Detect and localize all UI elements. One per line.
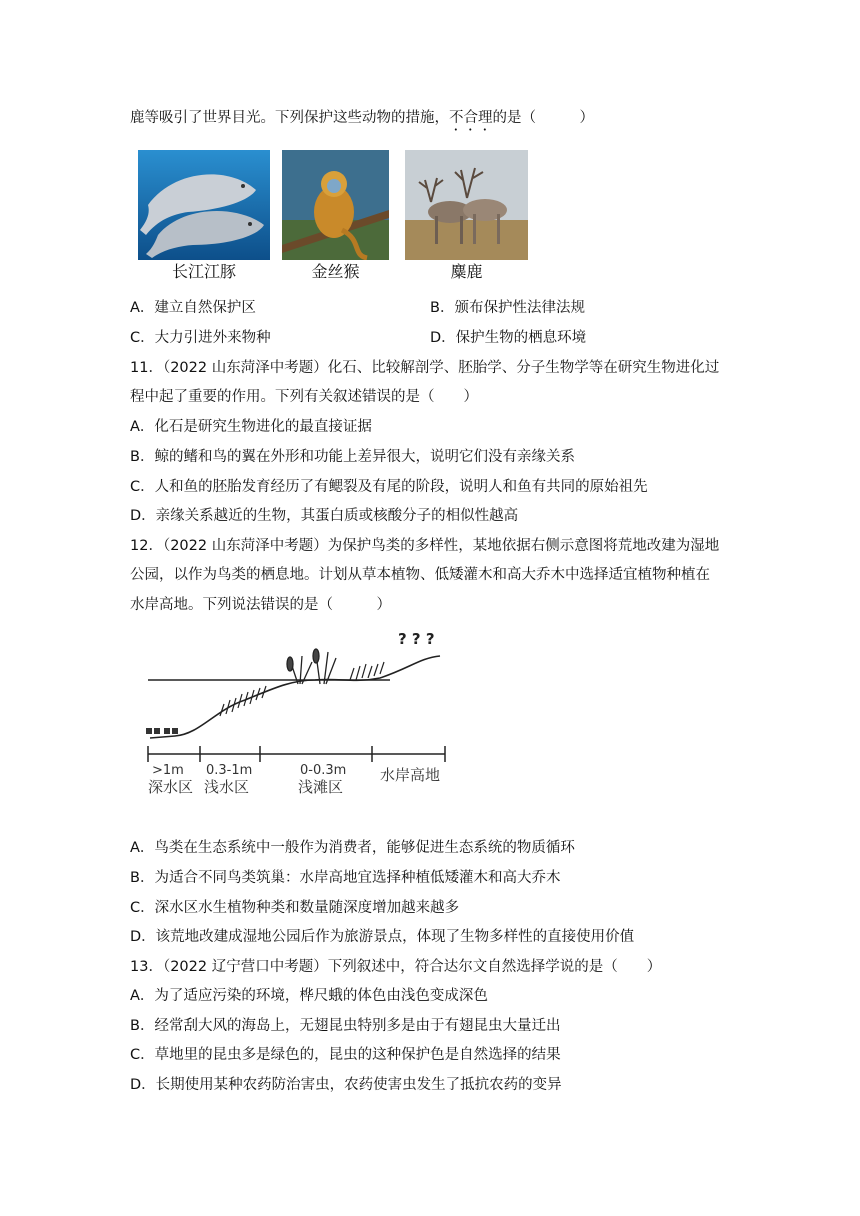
ground-profile — [150, 656, 440, 738]
q10-option-c: C．大力引进外来物种 — [130, 330, 271, 346]
q11-option-b: B．鲸的鳍和鸟的翼在外形和功能上差异很大，说明它们没有亲缘关系 — [130, 449, 575, 465]
deep-water-plants-icon — [146, 728, 178, 734]
zone-depth-deep: >1m — [152, 763, 184, 778]
q13-option-b: B．经常刮大风的海岛上，无翅昆虫特别多是由于有翅昆虫大量迁出 — [130, 1018, 561, 1034]
zone-name-deep: 深水区 — [148, 778, 194, 796]
photo-caption-porpoise: 长江江豚 — [171, 262, 236, 281]
q12-stem-line3: 水岸高地。下列说法错误的是（ ） — [130, 597, 391, 613]
q10-stem-text: 鹿等吸引了世界目光。下列保护这些动物的措施， — [130, 110, 449, 126]
q10-option-b: B．颁布保护性法律法规 — [430, 300, 585, 316]
q12-option-d: D．该荒地改建成湿地公园后作为旅游景点，体现了生物多样性的直接使用价值 — [130, 929, 635, 945]
q12-option-b: B．为适合不同鸟类筑巢：水岸高地宜选择种植低矮灌木和高大乔木 — [130, 870, 561, 886]
zone-name-shoal: 浅滩区 — [298, 778, 344, 796]
shore-grass-icon — [350, 662, 384, 680]
finless-porpoise-photo — [138, 150, 270, 260]
zone-depth-shoal: 0-0.3m — [300, 763, 347, 778]
golden-monkey-photo — [282, 150, 389, 260]
q10-stem — [130, 108, 594, 134]
q10-stem-tail: 的是（ ） — [492, 110, 594, 126]
q12-stem-line2: 公园，以作为鸟类的栖息地。计划从草本植物、低矮灌木和高大乔木中选择适宜植物种植在 — [130, 567, 710, 583]
q12-option-c: C．深水区水生植物种类和数量随深度增加越来越多 — [130, 900, 460, 916]
q13-option-a: A．为了适应污染的环境，桦尺蛾的体色由浅色变成深色 — [130, 988, 488, 1004]
q10-option-a: A．建立自然保护区 — [130, 300, 256, 316]
q13-stem: 13．（2022 辽宁营口中考题）下列叙述中，符合达尔文自然选择学说的是（ ） — [130, 959, 662, 975]
zone-depth-shallow: 0.3-1m — [206, 763, 253, 778]
q11-option-c: C．人和鱼的胚胎发育经历了有鳃裂及有尾的阶段，说明人和鱼有共同的原始祖先 — [130, 479, 648, 495]
photo-caption-monkey: 金丝猴 — [311, 262, 360, 281]
q13-option-d: D．长期使用某种农药防治害虫，农药使害虫发生了抵抗农药的变异 — [130, 1077, 562, 1093]
q11-stem-line1: 11．（2022 山东菏泽中考题）化石、比较解剖学、胚胎学、分子生物学等在研究生物进化过 — [130, 360, 720, 376]
q10-stem-emphasis: 不合理 — [449, 110, 493, 126]
q10-option-d: D．保护生物的栖息环境 — [430, 330, 587, 346]
q11-option-d: D．亲缘关系越近的生物，其蛋白质或核酸分子的相似性越高 — [130, 508, 519, 524]
photo-caption-deer: 麋鹿 — [450, 262, 483, 281]
pere-davids-deer-photo — [405, 150, 528, 260]
q11-option-a: A．化石是研究生物进化的最直接证据 — [130, 419, 372, 435]
q12-stem-line1: 12．（2022 山东菏泽中考题）为保护鸟类的多样性，某地依据右侧示意图将荒地改建为湿地 — [130, 538, 720, 554]
question-marks: ? ? ? — [398, 630, 435, 648]
q11-stem-line2: 程中起了重要的作用。下列有关叙述错误的是（ ） — [130, 389, 478, 405]
wetland-cross-section-diagram — [140, 628, 460, 802]
q13-option-c: C．草地里的昆虫多是绿色的，昆虫的这种保护色是自然选择的结果 — [130, 1047, 561, 1063]
q12-option-a: A．鸟类在生态系统中一般作为消费者，能够促进生态系统的物质循环 — [130, 840, 575, 856]
zone-name-shallow: 浅水区 — [204, 778, 250, 796]
zone-name-shore-highland: 水岸高地 — [380, 766, 441, 784]
emergent-plants-icon — [287, 649, 336, 684]
